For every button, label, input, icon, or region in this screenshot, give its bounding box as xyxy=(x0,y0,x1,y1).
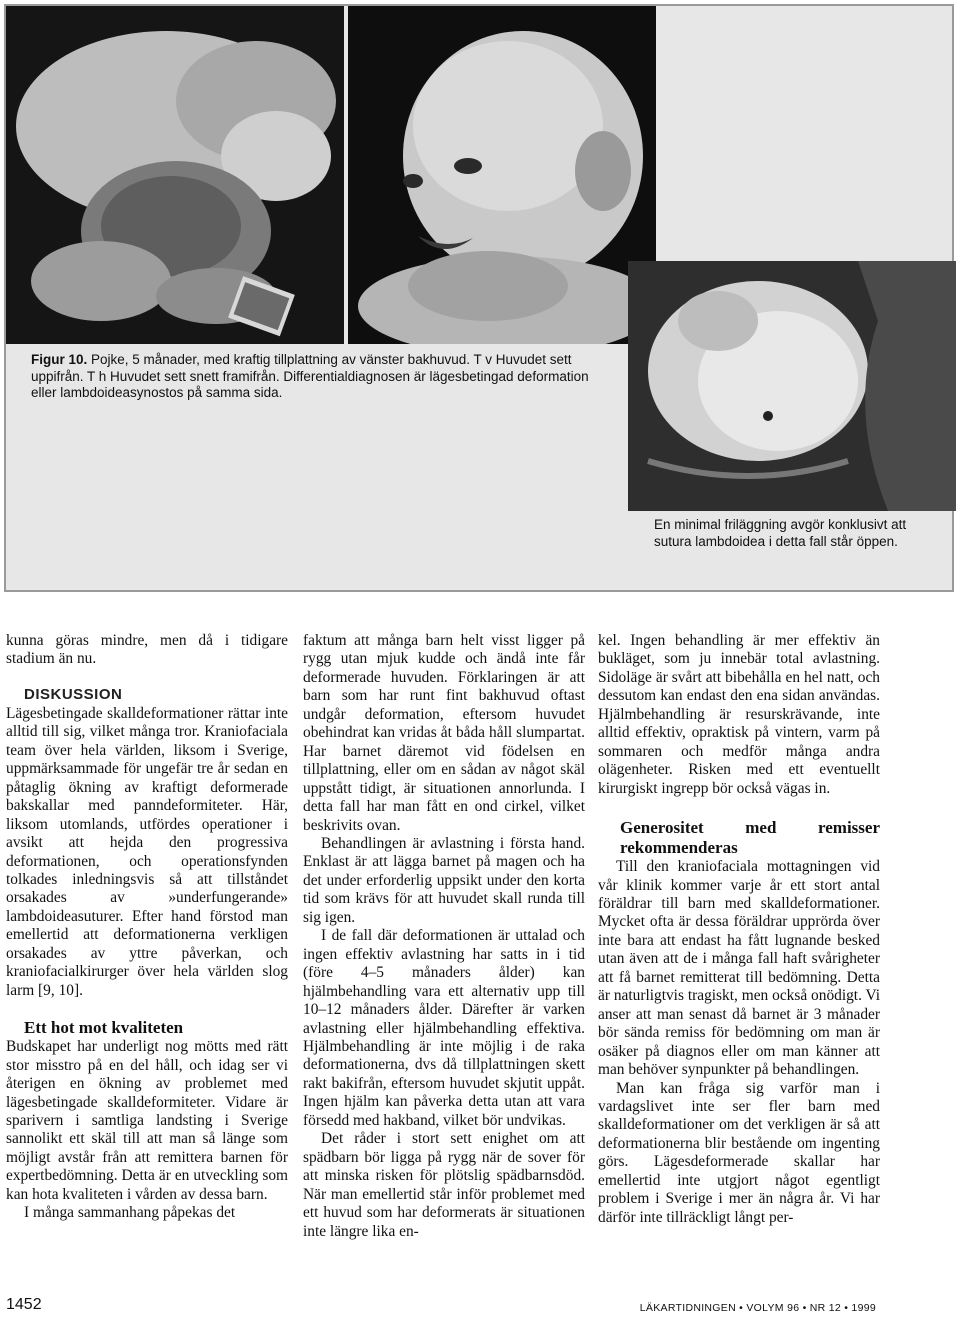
photo-head-front xyxy=(348,6,656,344)
subheading: Ett hot mot kvaliteten xyxy=(24,1018,184,1038)
paragraph: Behandlingen är avlastning i första hand. Enklast är att lägga barnet på magen och ha det under erforderlig uppsikt under den korta tid som krävs för att huvudet skall runda till sig igen. xyxy=(303,834,585,926)
paragraph: I de fall där deformationen är uttalad och ingen effektiv avlastning har satts in i tid (före 4–5 månaders ålder) kan hjälmbehandling vara ett alternativ upp till 10–12 månaders ålder. Därefter är varken avlastning eller hjälmbehandling effektiva. Hjälmbehandling är inte möjlig i de raka deformationerna, dvs då tillplattningen skett rakt bakifrån, eftersom huvudet skjutit uppåt. Ingen hjälm kan påverka detta utan att vara försedd med hakband, vilket bör undvikas. xyxy=(303,927,585,1129)
paragraph: I många sammanhang påpekas det xyxy=(24,1204,236,1222)
paragraph: Till den kraniofaciala mottagningen vid vår klinik kommer varje år ett stort antal föräldrar till barn med skalldeformationer. Mycket ofta är dessa föräldrar upprörda över inte bara att endast ha fått lugnande besked utan även att de i många fall haft svårigheter att få barnet remitterat till bedömning. Detta är naturligtvis tragiskt, men också onödigt. Vi anser att man senast då barnet är 3 månader bör sända remiss för bedömning om man är osäker på diagnos eller om man känner att man behöver synpunkter på behandlingen. xyxy=(598,858,880,1079)
figure-caption-text: Pojke, 5 månader, med kraftig tillplattning av vänster bakhuvud. T v Huvudet sett uppifrån. T h Huvudet sett snett framifrån. Differentialdiagnosen är lägesbetingad deformation eller lambdoideasynostos på samma sida. xyxy=(31,352,589,400)
paragraph: Budskapet har underligt nog mötts med rätt stor misstro på en del håll, och idag ser vi återigen en ökning av problemet med lägesbetingade skalldeformiteter. Vidare är sparivern i samtliga landsting i Sverige sannolikt ett skäl till att man så länge som möjligt avstår från att remittera barnen för expertbedömning. Detta är en utveckling som kan hota kvaliteten i vården av dessa barn. xyxy=(6,1038,288,1203)
figure-caption xyxy=(31,352,591,402)
figure-label: Figur 10. xyxy=(31,352,88,367)
text-column-3 xyxy=(598,632,880,1227)
paragraph: faktum att många barn helt visst ligger på rygg utan mjuk kudde och ändå inte får deformerade huvuden. Förklaringen är att barn som har runt fint bakhuvud oftast undgår deformation, eftersom huvudet obehindrat kan vridas åt båda håll slumpartat. Har barnet däremot vid födelsen en tillplattning, eller om en sådan av något skäl uppstått tidigt, är situationen annorlunda. I detta fall har man fått en ond cirkel, vilket beskrivits ovan. xyxy=(303,632,585,834)
section-heading: DISKUSSION xyxy=(24,685,123,703)
paragraph: Det råder i stort sett enighet om att spädbarn bör ligga på rygg när de sover för att minska risken för plötslig spädbarnsdöd. När man emellertid står inför problemet med ett huvud som har deformerats är situationen inte längre lika en- xyxy=(303,1130,585,1240)
text-column-2 xyxy=(303,632,585,1241)
subheading: Generositet med remisser rekommenderas xyxy=(620,818,880,858)
journal-footer: LÄKARTIDNINGEN • VOLYM 96 • NR 12 • 1999 xyxy=(639,1302,876,1314)
figure-panel xyxy=(4,4,954,592)
photo-surgical-view xyxy=(628,261,956,511)
page-number: 1452 xyxy=(6,1296,42,1313)
paragraph: Man kan fråga sig varför man i vardagslivet inte ser fler barn med skalldeformationer om det verkligen är så att deformationerna blir bestående om ingenting görs. Lägesdeformerade skallar har emellertid inte utgjort något egentligt problem i Sverige i mer än några år. Vi har därför inte tillräckligt långt per- xyxy=(598,1079,880,1226)
paragraph: kel. Ingen behandling är mer effektiv än bukläget, som ju innebär total avlastning. Sidoläge är svårt att bibehålla en hel natt, och dessutom kan endast den ena sidan användas. Hjälmbehandling är resurskrävande, inte alltid effektiv, opraktisk på vintern, varm på sommaren och medför många andra olägenheter. Risken med ett eventuellt kirurgiskt ingrepp bör också vägas in. xyxy=(598,632,880,797)
paragraph: Lägesbetingade skalldeformationer rättar inte alltid till sig, vilket många tror. Kraniofaciala team över hela världen, liksom i Sverige, uppmärksammade för ungefär tre år sedan en påtaglig ökning av kraftigt deformerade bakskallar med panndeformiteter. Här, liksom utomlands, utfördes operationer i avsikt att hejda den progressiva deformationen, och operationsfynden tolkades inledningsvis så att tillståndet orsakades av »underfungerande» lambdoideasuturer. Efter hand förstod man emellertid att deformationerna verkligen orsakades av yttre påverkan, och kraniofacialkirurger över hela världen slog larm [9, 10]. xyxy=(6,704,288,999)
text-column-1 xyxy=(6,632,288,1223)
side-caption: En minimal friläggning avgör konklusivt att sutura lambdoidea i detta fall står öppen. xyxy=(654,517,907,549)
paragraph: kunna göras mindre, men då i tidigare stadium än nu. xyxy=(6,632,288,668)
photo-head-from-above xyxy=(6,6,344,344)
